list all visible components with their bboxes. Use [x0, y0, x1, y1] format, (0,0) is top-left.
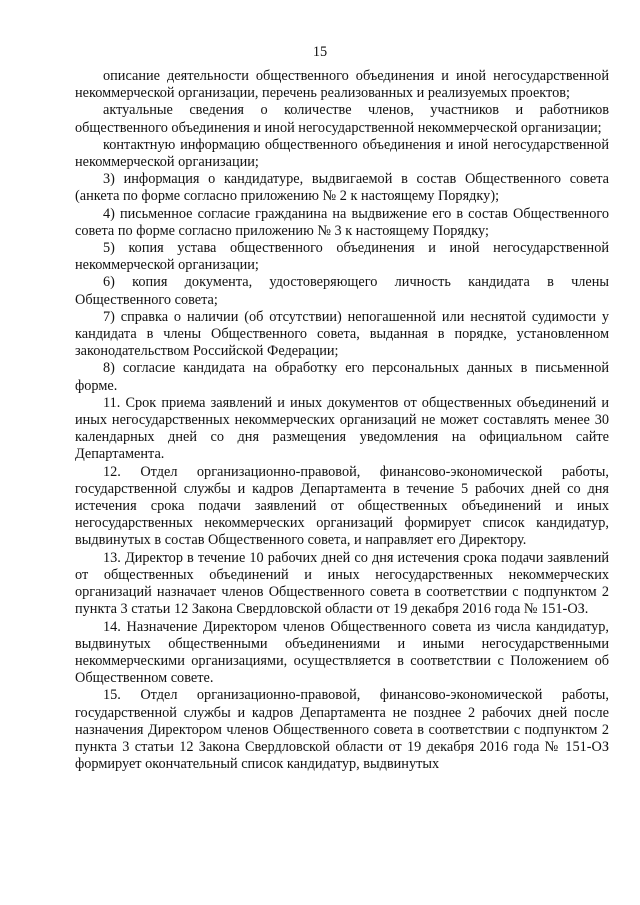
paragraph-section-11: 11. Срок приема заявлений и иных документов от общественных объединений и иных негосударственных некоммерческих организаций не может составлять менее 30 календарных дней со дня размещения уведомления на официальном сайте Департамента. [75, 394, 609, 463]
page-number: 15 [312, 44, 328, 60]
paragraph-item-5: 5) копия устава общественного объединения и иной негосударственной некоммерческой организации; [75, 240, 609, 274]
paragraph-contact-info: контактную информацию общественного объединения и иной негосударственной некоммерческой организации; [75, 136, 609, 171]
document-body [75, 68, 609, 773]
paragraph-item-3: 3) информация о кандидатуре, выдвигаемой в состав Общественного совета (анкета по форме согласно приложению № 2 к настоящему Порядку); [75, 171, 609, 205]
paragraph-section-15: 15. Отдел организационно-правовой, финансово-экономической работы, государственной службы и кадров Департамента не позднее 2 рабочих дней после назначения Директором членов Общественного совета в соответствии с подпунктом 2 пункта 3 статьи 12 Закона Свердловской области от 19 декабря 2016 года № 151-ОЗ формирует окончательный список кандидатур, выдвинутых [75, 687, 609, 773]
paragraph-project-description: описание деятельности общественного объединения и иной негосударственной некоммерческой организации, перечень реализованных и реализуемых проектов; [75, 68, 609, 102]
paragraph-section-12: 12. Отдел организационно-правовой, финансово-экономической работы, государственной службы и кадров Департамента в течение 5 рабочих дней со дня истечения срока подачи заявлений от общественных объединений и иных негосударственных некоммерческих организаций формирует список кандидатур, выдвинутых в состав Общественного совета, и направляет его Директору. [75, 463, 609, 549]
paragraph-item-7: 7) справка о наличии (об отсутствии) непогашенной или неснятой судимости у кандидата в члены Общественного совета, выданная в порядке, установленном законодательством Российской Федерации; [75, 308, 609, 360]
paragraph-item-8: 8) согласие кандидата на обработку его персональных данных в письменной форме. [75, 360, 609, 394]
paragraph-section-13: 13. Директор в течение 10 рабочих дней со дня истечения срока подачи заявлений от общественных объединений и иных негосударственных некоммерческих организаций назначает членов Общественного совета в соответствии с подпунктом 2 пункта 3 статьи 12 Закона Свердловской области от 19 декабря 2016 года № 151-ОЗ. [75, 549, 609, 618]
paragraph-item-4: 4) письменное согласие гражданина на выдвижение его в состав Общественного совета по форме согласно приложению № 3 к настоящему Порядку; [75, 205, 609, 239]
paragraph-item-6: 6) копия документа, удостоверяющего личность кандидата в члены Общественного совета; [75, 274, 609, 308]
paragraph-section-14: 14. Назначение Директором членов Общественного совета из числа кандидатур, выдвинутых общественными объединениями и иными негосударственными некоммерческими организациями, осуществляется в соответствии с Положением об Общественном совете. [75, 618, 609, 687]
paragraph-membership-info: актуальные сведения о количестве членов, участников и работников общественного объединения и иной негосударственной некоммерческой организации; [75, 102, 609, 136]
